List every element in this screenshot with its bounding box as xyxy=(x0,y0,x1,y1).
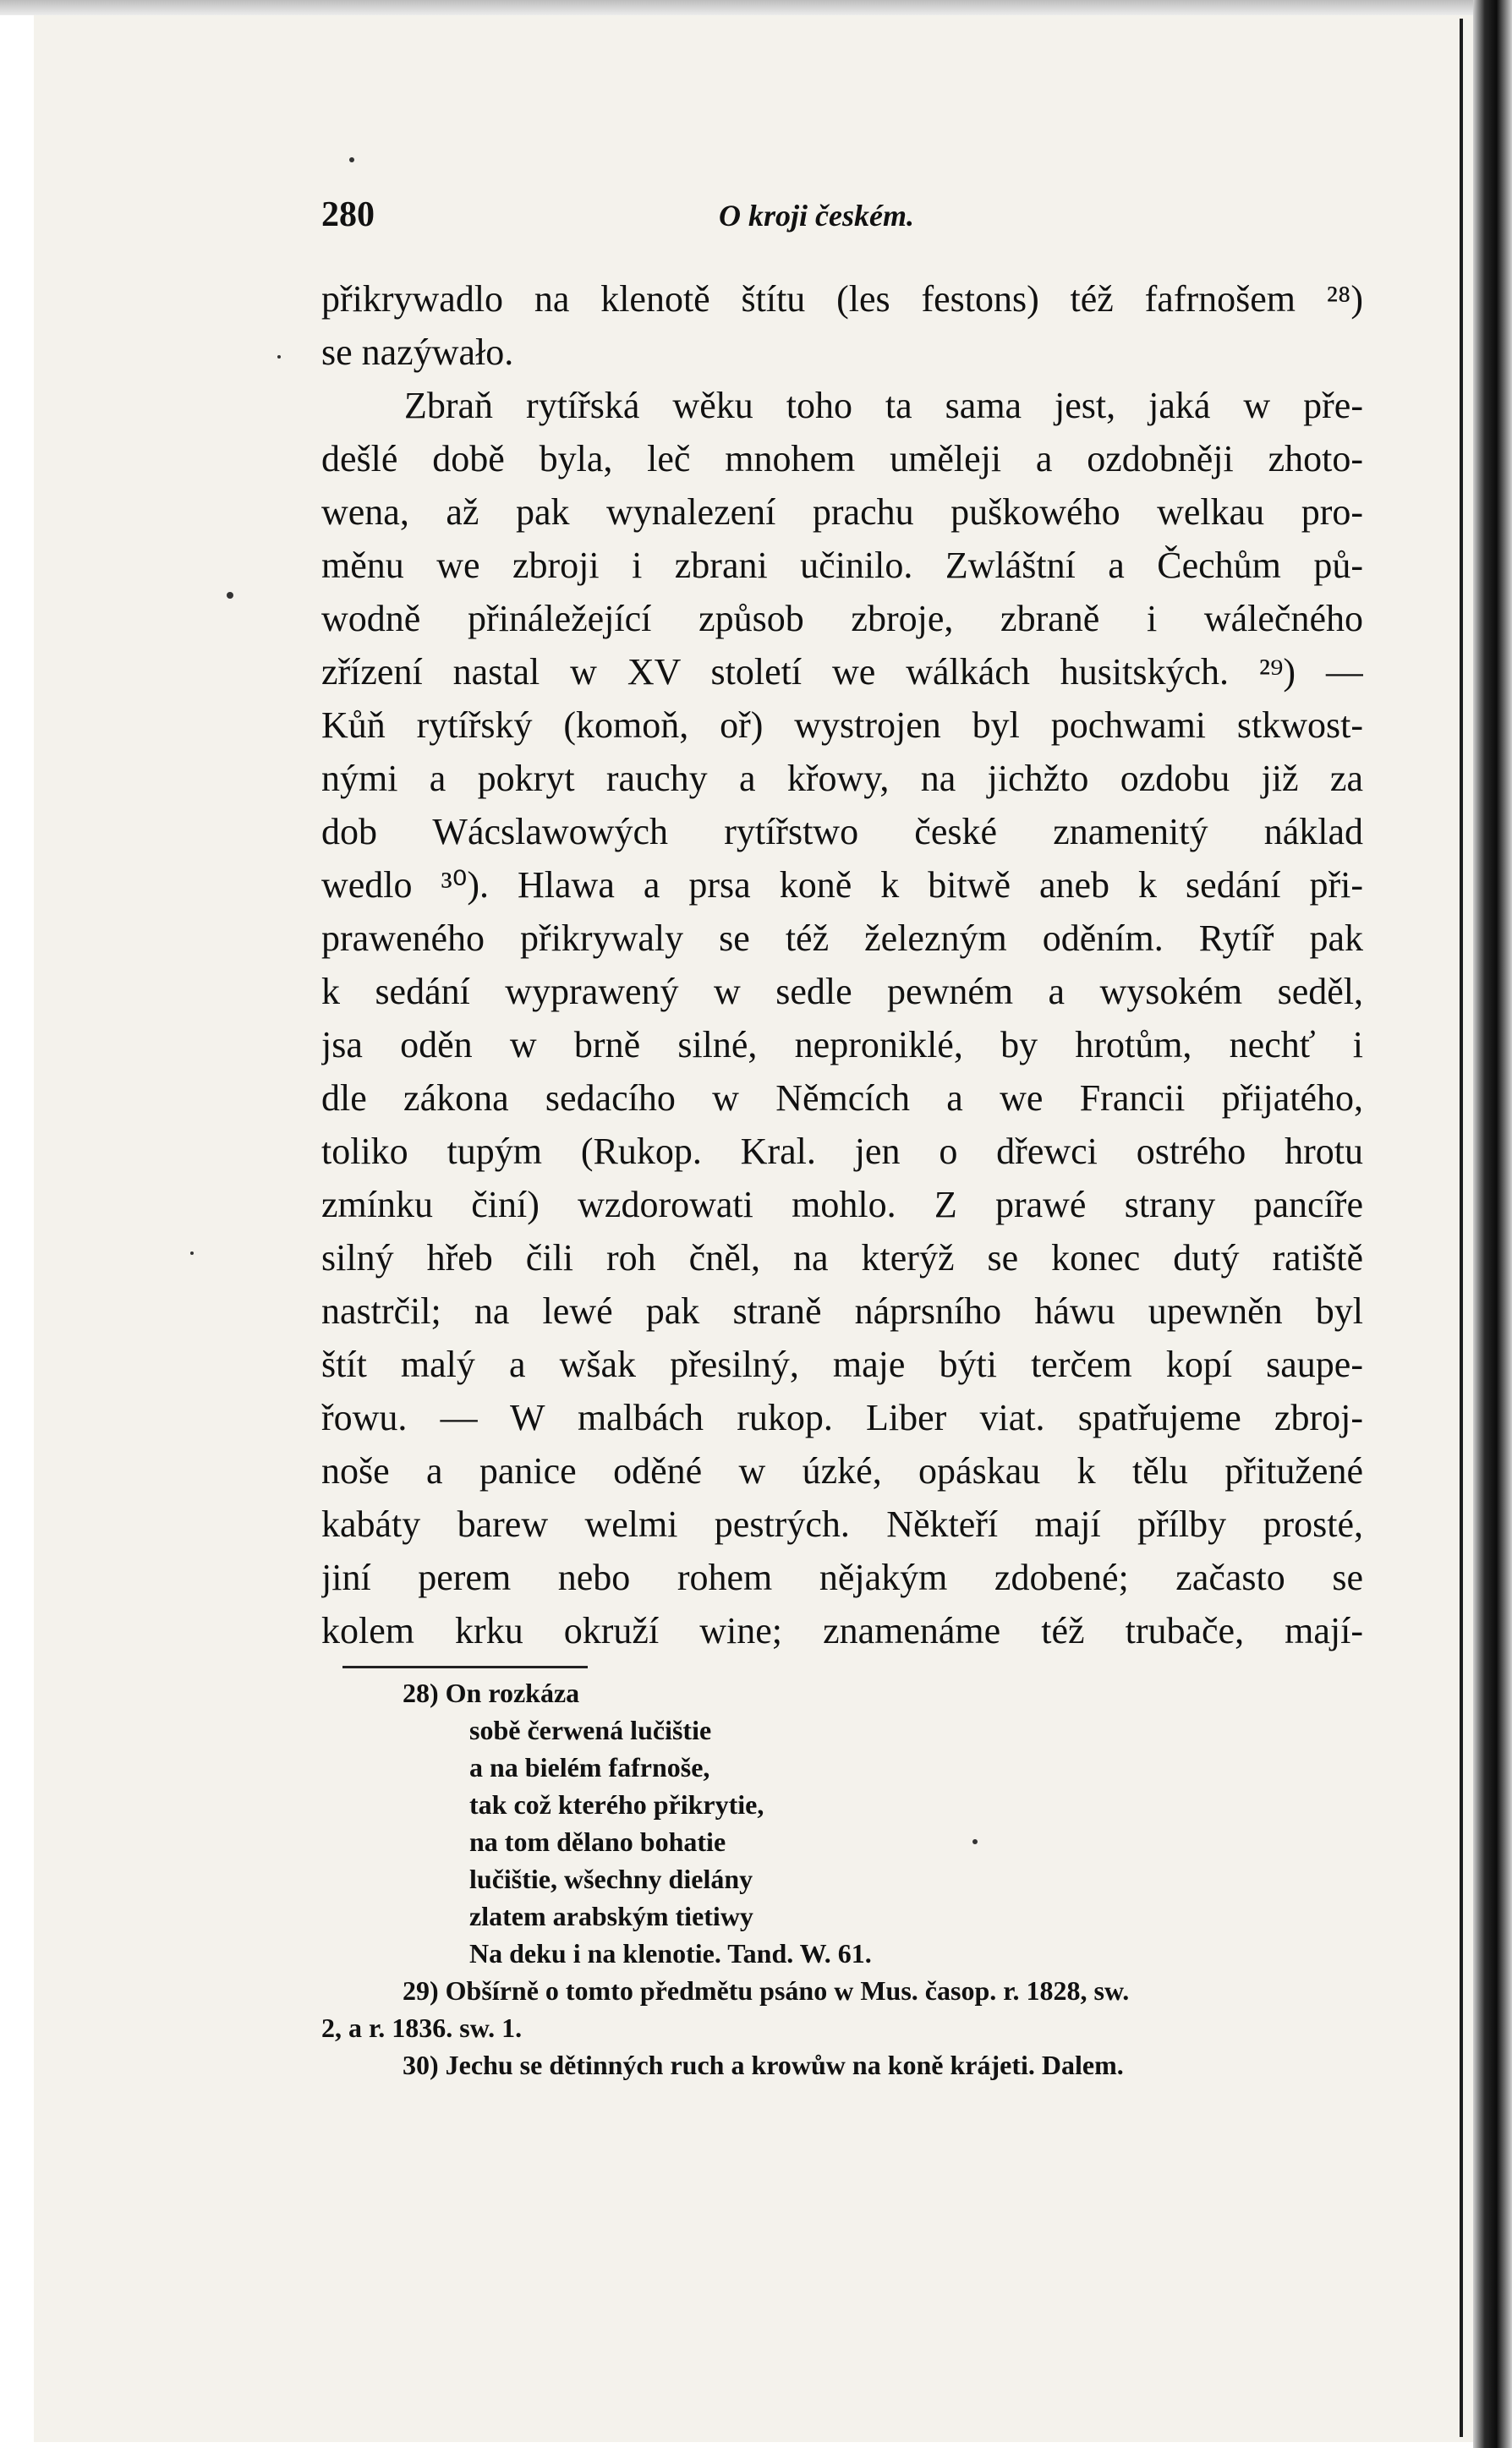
page-number: 280 xyxy=(321,195,375,234)
text-line: jiní perem nebo rohem nějakým zdobené; začasto se xyxy=(321,1557,1363,1598)
body-text xyxy=(321,272,1363,1657)
footnote-29-cont: 2, a r. 1836. sw. 1. xyxy=(321,2013,523,2043)
footnote-28-line: a na bielém fafrnoše, xyxy=(469,1752,710,1783)
scan-speck xyxy=(349,157,354,162)
page-edge-line xyxy=(1460,19,1463,2437)
text-line: nými a pokryt rauchy a křowy, na jichžto ozdobu již za xyxy=(321,758,1363,799)
text-line: kabáty barew welmi pestrých. Někteří mají přílby prosté, xyxy=(321,1503,1363,1545)
footnote-rule xyxy=(342,1666,588,1668)
footnote-28-line: lučištie, wšechny dielány xyxy=(469,1864,753,1894)
text-line: jsa oděn w brně silné, neproniklé, by hrotům, nechť i xyxy=(321,1024,1363,1065)
text-line: Kůň rytířský (komoň, oř) wystrojen byl pochwami stkwost- xyxy=(321,704,1363,746)
footnote-28-line: Na deku i na klenotie. Tand. W. 61. xyxy=(469,1938,872,1969)
footnote-28-line: na tom dělano bohatie xyxy=(469,1826,726,1857)
text-line: noše a panice oděné w úzké, opáskau k tělu přitužené xyxy=(321,1450,1363,1492)
running-title: O kroji českém. xyxy=(719,199,914,233)
scan-top-edge xyxy=(0,0,1512,15)
text-line: štít malý a wšak přesilný, maje býti terčem kopí saupe- xyxy=(321,1344,1363,1385)
footnote-28-line: 28) On rozkáza xyxy=(403,1678,580,1708)
footnote-29: 29) Obšírně o tomto předmětu psáno w Mus. časop. r. 1828, sw. xyxy=(403,1975,1130,2006)
text-line: wodně přináležející způsob zbroje, zbraně i wálečného xyxy=(321,598,1363,639)
text-line: zmínku činí) wzdorowati mohlo. Z prawé strany pancíře xyxy=(321,1184,1363,1225)
text-line: k sedání wyprawený w sedle pewném a wysokém seděl, xyxy=(321,971,1363,1012)
footnote-30: 30) Jechu se dětinných ruch a krowůw na koně krájeti. Dalem. xyxy=(403,2050,1124,2080)
scan-right-edge xyxy=(1473,0,1512,2448)
text-line: řowu. — W malbách rukop. Liber viat. spatřujeme zbroj- xyxy=(321,1397,1363,1438)
text-line: zřízení nastal w XV století we wálkách husitských. ²⁹) — xyxy=(321,651,1363,693)
footnote-28-line: zlatem arabským tietiwy xyxy=(469,1901,753,1931)
footnote-28-line: sobě čerwená lučištie xyxy=(469,1715,712,1745)
text-line: wedlo ³⁰). Hlawa a prsa koně k bitwě aneb k sedání při- xyxy=(321,864,1363,906)
text-line: nastrčil; na lewé pak straně náprsního háwu upewněn byl xyxy=(321,1290,1363,1332)
text-line: wena, až pak wynalezení prachu puškowého welkau pro- xyxy=(321,491,1363,533)
scan-speck xyxy=(227,592,233,599)
text-line: dešlé době byla, leč mnohem uměleji a ozdobněji zhoto- xyxy=(321,438,1363,479)
scan-speck xyxy=(190,1251,194,1255)
text-line: dob Wácslawowých rytířstwo české znamenitý náklad xyxy=(321,811,1363,852)
text-line: toliko tupým (Rukop. Kral. jen o dřewci ostrého hrotu xyxy=(321,1131,1363,1172)
text-line: se nazýwało. xyxy=(321,331,514,373)
text-line: Zbraň rytířská wěku toho ta sama jest, jaká w pře- xyxy=(404,385,1363,426)
text-line: praweného přikrywaly se též železným oděním. Rytíř pak xyxy=(321,917,1363,959)
page-header xyxy=(321,194,1378,245)
footnote-28-line: tak což kterého přikrytie, xyxy=(469,1789,764,1820)
footnotes xyxy=(321,1674,1363,2084)
text-line: dle zákona sedacího w Němcích a we Francii přijatého, xyxy=(321,1077,1363,1119)
text-line: měnu we zbroji i zbrani učinilo. Zwláštní a Čechům pů- xyxy=(321,545,1363,586)
text-line: kolem krku okruží wine; znamenáme též trubače, mají- xyxy=(321,1610,1363,1651)
scan-speck xyxy=(277,355,281,359)
text-line: silný hřeb čili roh čněl, na kterýž se konec dutý ratiště xyxy=(321,1237,1363,1279)
text-line: přikrywadlo na klenotě štítu (les festons) též fafrnošem ²⁸) xyxy=(321,278,1363,320)
